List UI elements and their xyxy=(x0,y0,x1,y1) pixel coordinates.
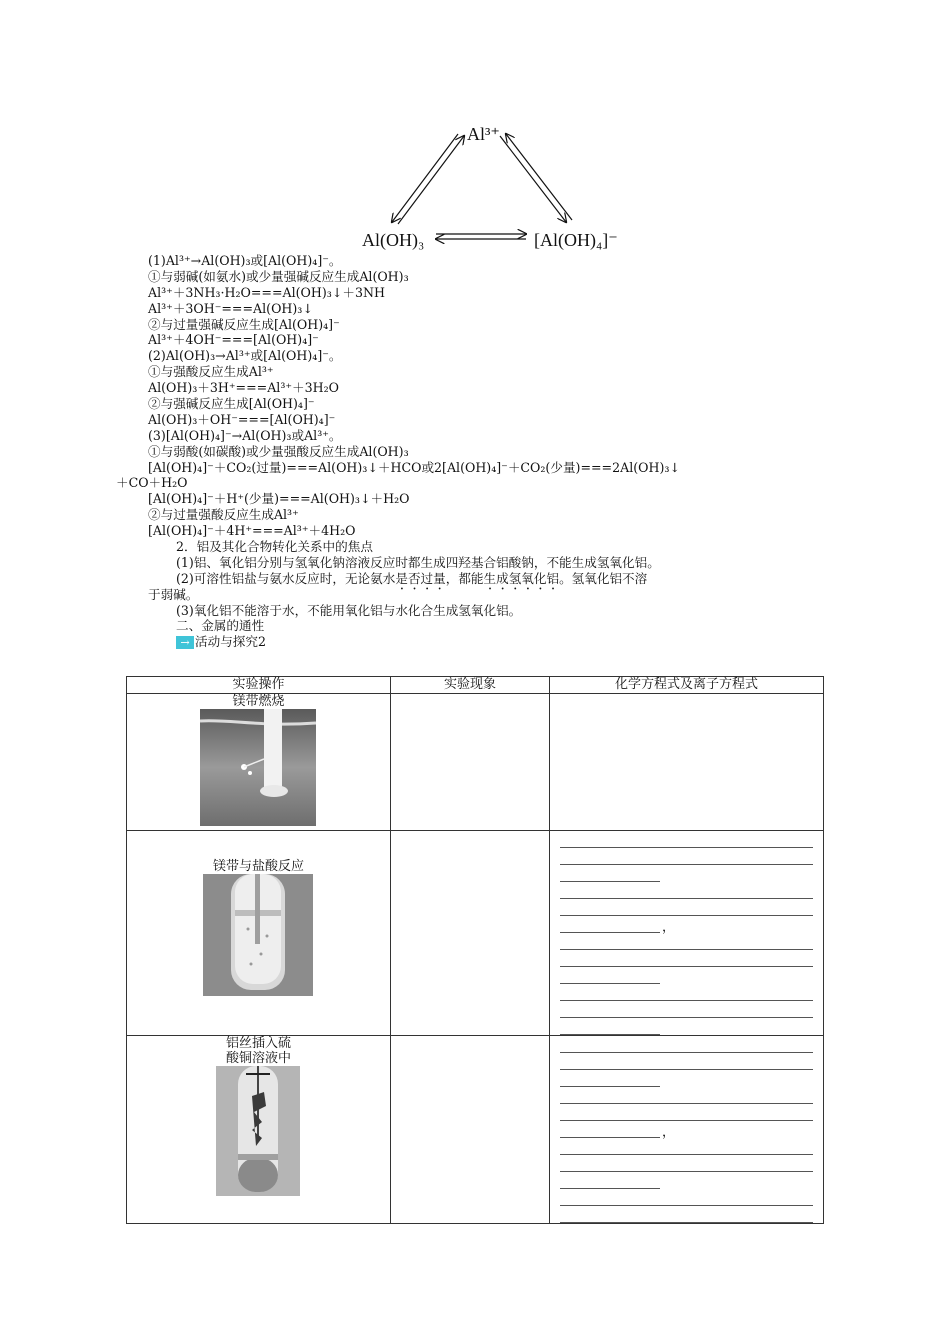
operation-label-line2: 酸铜溶液中 xyxy=(225,1051,291,1066)
answer-blank[interactable] xyxy=(560,1121,660,1138)
text-line: [Al(OH)₄]⁻＋4H⁺===Al³⁺＋4H₂O xyxy=(148,523,356,539)
text-line: [Al(OH)₄]⁻＋CO₂(过量)===Al(OH)₃↓＋HCO或2[Al(OH)₄]⁻＋CO₂(少量)===2Al(OH)₃↓ xyxy=(148,459,680,475)
answer-blank[interactable] xyxy=(560,1104,813,1121)
answer-blank[interactable] xyxy=(560,1018,660,1035)
phenomenon-cell xyxy=(390,1036,549,1224)
answer-blank[interactable] xyxy=(560,882,813,899)
text-line: 于弱碱。 xyxy=(148,586,199,602)
text-line: (2)Al(OH)₃→Al³⁺或[Al(OH)₄]⁻。 xyxy=(148,348,342,364)
al-cuso4-photo xyxy=(216,1066,300,1196)
answer-blank[interactable] xyxy=(560,1172,660,1189)
answer-blank[interactable] xyxy=(560,984,813,1001)
text-body xyxy=(116,253,828,650)
text-line: Al³⁺＋4OH⁻===[Al(OH)₄]⁻ xyxy=(148,332,319,348)
arrow-aloh4-to-al3 xyxy=(506,134,572,220)
equation-cell xyxy=(550,694,824,831)
text-line: Al³⁺＋3NH₃·H₂O===Al(OH)₃↓＋3NH xyxy=(148,284,385,300)
table-row xyxy=(127,694,824,831)
operation-label: 镁带燃烧 xyxy=(232,694,285,709)
answer-blank[interactable] xyxy=(560,1036,813,1053)
text-line: ①与强酸反应生成Al³⁺ xyxy=(148,364,274,380)
answer-blank[interactable] xyxy=(560,933,813,950)
answer-blank[interactable] xyxy=(560,1001,813,1018)
header-phenomenon: 实验现象 xyxy=(390,677,549,694)
equation-cell xyxy=(550,831,824,1036)
header-equations: 化学方程式及离子方程式 xyxy=(550,677,824,694)
text-line: ＋CO＋H₂O xyxy=(116,475,188,491)
comma: ， xyxy=(662,1125,676,1140)
operation-cell xyxy=(127,831,391,1036)
operation-cell xyxy=(127,694,391,831)
diagram-node-aloh3: Al(OH)₃ xyxy=(362,230,425,250)
operation-label: 镁带与盐酸反应 xyxy=(212,859,304,874)
text-line: [Al(OH)₄]⁻＋H⁺(少量)===Al(OH)₃↓＋H₂O xyxy=(148,491,410,507)
text-line: (3)[Al(OH)₄]⁻→Al(OH)₃或Al³⁺。 xyxy=(148,427,342,443)
aluminum-triangle-diagram xyxy=(340,118,640,258)
answer-blank[interactable] xyxy=(560,848,813,865)
answer-blank[interactable] xyxy=(560,1206,813,1223)
answer-blank[interactable] xyxy=(560,916,660,933)
arrow-icon: → xyxy=(176,636,194,649)
comma: ， xyxy=(662,920,676,935)
section-heading: 二、金属的通性 xyxy=(176,618,265,634)
text-line: ②与过量强碱反应生成[Al(OH)₄]⁻ xyxy=(148,316,340,332)
answer-blank[interactable] xyxy=(560,950,813,967)
answer-blank[interactable] xyxy=(560,967,660,984)
text-line: ①与弱碱(如氨水)或少量强碱反应生成Al(OH)₃ xyxy=(148,268,409,284)
answer-blank[interactable] xyxy=(560,831,813,848)
arrow-al3-to-aloh3 xyxy=(392,134,458,222)
text-line: (2)可溶性铝盐与氨水反应时，无论氨水是否过量，都能生成氢氧化铝。氢氧化铝不溶 xyxy=(176,570,648,586)
table-header-row xyxy=(127,677,824,694)
table-row xyxy=(127,1036,824,1224)
equation-cell xyxy=(550,1036,824,1224)
diagram-node-aloh4: [Al(OH)₄]⁻ xyxy=(534,230,618,250)
answer-blank[interactable] xyxy=(560,1189,813,1206)
mg-burning-photo xyxy=(200,709,316,826)
text-line: Al³⁺＋3OH⁻===Al(OH)₃↓ xyxy=(148,300,313,316)
experiment-table xyxy=(126,676,824,1224)
arrow-al3-to-aloh4 xyxy=(500,136,566,222)
text-line: ①与弱酸(如碳酸)或少量强酸反应生成Al(OH)₃ xyxy=(148,443,409,459)
text-line: ②与过量强酸反应生成Al³⁺ xyxy=(148,507,299,523)
section-heading: 2．铝及其化合物转化关系中的焦点 xyxy=(176,539,373,555)
answer-blank[interactable] xyxy=(560,1155,813,1172)
text-line: (1)铝、氧化铝分别与氢氧化钠溶液反应时都生成四羟基合铝酸钠，不能生成氢氧化铝。 xyxy=(176,554,660,570)
answer-blank[interactable] xyxy=(560,1087,813,1104)
answer-blank[interactable] xyxy=(560,1070,660,1087)
header-operation: 实验操作 xyxy=(127,677,391,694)
mg-hcl-photo xyxy=(203,874,313,996)
table-row xyxy=(127,831,824,1036)
text-line: ②与强碱反应生成[Al(OH)₄]⁻ xyxy=(148,396,315,412)
text-line: (3)氧化铝不能溶于水，不能用氧化铝与水化合生成氢氧化铝。 xyxy=(176,602,522,618)
text-line: Al(OH)₃＋3H⁺===Al³⁺＋3H₂O xyxy=(148,380,339,396)
text-line: (1)Al³⁺→Al(OH)₃或[Al(OH)₄]⁻。 xyxy=(148,253,342,268)
diagram-arrows xyxy=(340,118,640,258)
answer-blank[interactable] xyxy=(560,1053,813,1070)
answer-blank[interactable] xyxy=(560,1138,813,1155)
phenomenon-cell xyxy=(390,831,549,1036)
arrow-aloh3-to-al3 xyxy=(398,136,464,224)
activity-heading: → 活动与探究2 xyxy=(176,634,828,650)
answer-blank[interactable] xyxy=(560,865,660,882)
operation-label-line1: 铝丝插入硫 xyxy=(225,1036,291,1051)
diagram-node-al3: Al³⁺ xyxy=(467,124,500,144)
phenomenon-cell xyxy=(390,694,549,831)
text-line: Al(OH)₃＋OH⁻===[Al(OH)₄]⁻ xyxy=(148,411,336,427)
answer-blank[interactable] xyxy=(560,899,813,916)
operation-cell xyxy=(127,1036,391,1224)
